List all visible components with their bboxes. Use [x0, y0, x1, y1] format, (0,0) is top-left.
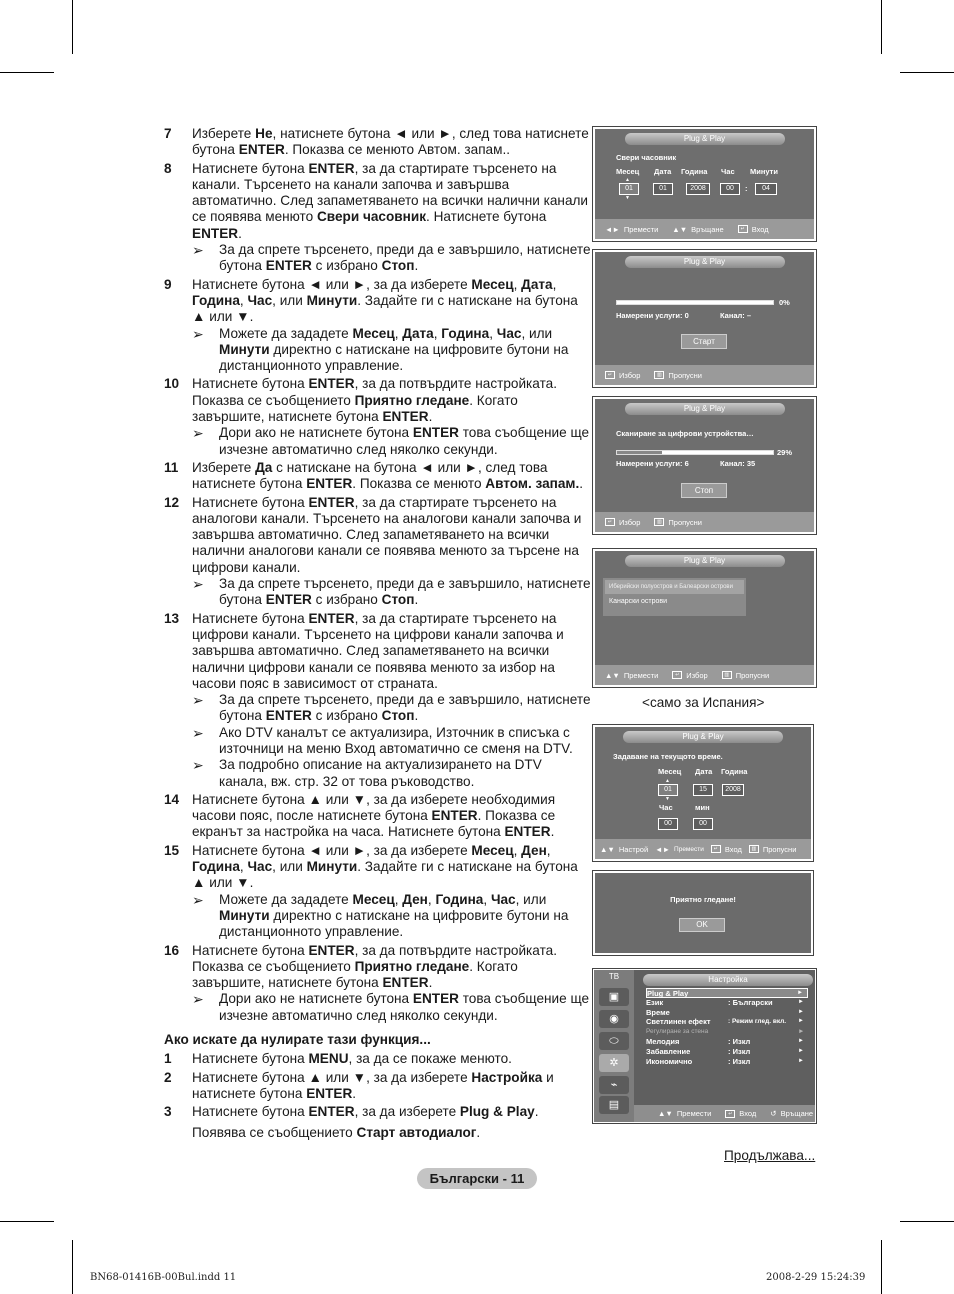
- menu-row-time[interactable]: Време ►: [646, 1008, 808, 1018]
- skip-icon: ▥: [654, 371, 664, 379]
- arrow-right-icon: ►: [798, 1047, 804, 1054]
- sound-icon[interactable]: ◉: [599, 1010, 629, 1028]
- channel-label: Канал: 35: [720, 459, 756, 468]
- application-icon[interactable]: ▤: [599, 1096, 629, 1114]
- menu-row-entertainment[interactable]: Забавление : Изкл ►: [646, 1047, 808, 1057]
- menu-row-energy-saving[interactable]: Икономично : Изкл ►: [646, 1057, 808, 1067]
- left-right-icon: ◄►: [655, 844, 671, 854]
- help-return: ▲▼ Връщане: [672, 224, 724, 234]
- osd-title: Plug & Play: [625, 256, 785, 268]
- crop-mark: [72, 1240, 73, 1294]
- instruction-list: [164, 126, 592, 1141]
- osd-title: Plug & Play: [625, 133, 785, 145]
- step-8-note: ➢ За да спрете търсенето, преди да е завършило, натиснете бутона ENTER с избрано Стоп.: [192, 242, 592, 275]
- setup-icon[interactable]: ✲: [599, 1054, 629, 1072]
- year-field[interactable]: 2008: [722, 784, 744, 796]
- reset-step-1: 1 Натиснете бутона MENU, за да се покаже менюто.: [164, 1051, 512, 1067]
- step-11: 11 Изберете Да с натискане на бутона ◄ или ►, след това натиснете бутона ENTER. Показва се менюто Автом. запам..: [164, 459, 584, 492]
- down-arrow-icon: ▼: [665, 796, 670, 802]
- osd-help-bar: ▲▼ Настрой ◄► Премести ↵ Вход ▥ Пропусни: [595, 839, 811, 859]
- skip-icon: ▥: [654, 518, 664, 526]
- time-zone-list: [603, 578, 746, 616]
- menu-row-melody[interactable]: Мелодия : Изкл ►: [646, 1037, 808, 1047]
- hour-field[interactable]: 00: [658, 818, 678, 830]
- spain-only-caption: <само за Испания>: [642, 695, 765, 710]
- label-date: Дата: [654, 167, 672, 176]
- ok-button[interactable]: OK: [679, 918, 725, 932]
- continue-text: Продължава...: [724, 1148, 816, 1163]
- enter-icon: ↵: [725, 1110, 735, 1118]
- menu-row-light-effect[interactable]: Светлинен ефект : Режим глед. вкл. ►: [646, 1017, 808, 1027]
- down-arrow-icon: ▼: [625, 195, 630, 201]
- channel-label: Канал: –: [720, 311, 752, 320]
- osd-title: Plug & Play: [625, 403, 785, 415]
- label-min: мин: [695, 803, 710, 812]
- osd-title: Plug & Play: [623, 731, 783, 743]
- osd-set-time: [592, 724, 814, 862]
- menu-sidebar: [594, 970, 634, 1122]
- up-down-icon: ▲▼: [658, 1109, 673, 1118]
- osd-help-bar: ↵ Избор ▥ Пропусни: [595, 512, 814, 532]
- reset-step-2: 2 Натиснете бутона ▲ или ▼, за да изберете Настройка и натиснете бутона ENTER.: [164, 1069, 554, 1101]
- up-down-icon: ▲▼: [600, 844, 615, 854]
- reset-step-3-message: Появява се съобщението Старт автодиалог.: [192, 1124, 481, 1140]
- step-16: 16 Натиснете бутона ENTER, за да потвърдите настройката. Показва се съобщението Приятно гледане. Когато завършите, натиснете бутона ENTER. ➢ Дори ако не натиснете бутона ENTER това съобщение ще изчезне автоматично след няколко секунди.: [164, 943, 592, 1024]
- reset-step-3: 3 Натиснете бутона ENTER, за да изберете Plug & Play.: [164, 1104, 539, 1120]
- up-arrow-icon: ▲: [665, 778, 670, 784]
- found-services: Намерени услуги: 0: [616, 311, 689, 320]
- osd-settings-menu: [592, 968, 817, 1124]
- progress-bar: [616, 300, 774, 305]
- step-10-note: ➢ Дори ако не натиснете бутона ENTER това съобщение ще изчезне автоматично след няколко секунди.: [192, 425, 592, 458]
- progress-fill: [617, 451, 662, 454]
- arrow-right-icon: ►: [798, 1018, 804, 1025]
- found-services: Намерени услуги: 6: [616, 459, 689, 468]
- enter-icon: ↵: [605, 371, 615, 379]
- arrow-right-icon: ►: [798, 998, 804, 1005]
- up-down-icon: ▲▼: [672, 224, 688, 234]
- osd-help-bar: ↵ Избор ▥ Пропусни: [595, 365, 814, 385]
- imprint-date: 2008-2-29 15:24:39: [766, 1272, 866, 1283]
- crop-mark: [881, 1240, 882, 1294]
- label-hour: Час: [721, 167, 735, 176]
- label-year: Година: [721, 767, 748, 776]
- crop-mark: [900, 1221, 954, 1222]
- minute-field[interactable]: 00: [693, 818, 713, 830]
- tv-label: ТВ: [608, 972, 620, 981]
- menu-row-language[interactable]: Език : Български ►: [646, 998, 808, 1008]
- menu-row-plug-play[interactable]: Plug & Play ►: [646, 988, 808, 998]
- enjoy-message: Приятно гледане!: [670, 895, 736, 904]
- help-enter: ↵ Вход: [738, 225, 769, 234]
- osd-title: Plug & Play: [625, 555, 785, 567]
- time-zone-option-1[interactable]: Иберийски полуостров и Балеарски острови: [605, 580, 744, 594]
- step-12: 12 Натиснете бутона ENTER, за да стартирате търсенето на аналогови канали. Търсенето на аналогови канали започва и завършва автоматично. След запаметяването на всички налични аналогови канали се появява менюто за търсене на цифрови канали. ➢ За да спрете търсенето, преди да е завършило, натиснете бутона ENTER с избрано Стоп.: [164, 495, 592, 609]
- crop-mark: [900, 72, 954, 73]
- step-10: 10 Натиснете бутона ENTER, за да потвърдите настройката. Показва се съобщението Приятно гледане. Когато завършите, натиснете бутона ENTER. ➢ Дори ако не натиснете бутона ENTER това съобщение ще изчезне автоматично след няколко секунди.: [164, 376, 592, 457]
- step-9-note: ➢ Можете да зададете Месец, Дата, Година, Час, или Минути директно с натискане на цифровите бутони на дистанционното управление.: [192, 326, 592, 375]
- settings-list: [646, 988, 808, 1066]
- enter-icon: ↵: [738, 225, 748, 233]
- label-minutes: Минути: [750, 167, 778, 176]
- page-number: Български - 11: [417, 1168, 537, 1189]
- input-icon[interactable]: ⌁: [599, 1076, 629, 1094]
- step-13-note-3: ➢ За подробно описание на актуализирането на DTV канала, вж. стр. 32 от това ръководство.: [192, 757, 592, 790]
- date-field[interactable]: 01: [653, 183, 673, 195]
- osd-heading: Свери часовник: [616, 153, 677, 162]
- label-month: Месец: [658, 767, 682, 776]
- enter-icon: ↵: [605, 518, 615, 526]
- step-12-note: ➢ За да спрете търсенето, преди да е завършило, натиснете бутона ENTER с избрано Стоп.: [192, 576, 592, 609]
- step-16-note: ➢ Дори ако не натиснете бутона ENTER това съобщение ще изчезне автоматично след няколко секунди.: [192, 991, 592, 1024]
- month-field[interactable]: 01: [658, 784, 678, 796]
- crop-mark: [72, 0, 73, 54]
- channel-icon[interactable]: ⬭: [599, 1032, 629, 1050]
- label-date: Дата: [695, 767, 713, 776]
- arrow-right-icon: ►: [797, 990, 804, 996]
- osd-help-bar: ▲▼ Премести ↵ Избор ▥ Пропусни: [595, 665, 814, 685]
- help-move: ◄► Премести: [605, 224, 659, 234]
- label-month: Месец: [616, 167, 640, 176]
- progress-percent: 29%: [777, 448, 793, 457]
- return-icon: ↺: [770, 1109, 777, 1118]
- stop-button[interactable]: Стоп: [681, 483, 727, 498]
- osd-title: Настройка: [643, 974, 813, 986]
- osd-help-bar: ▲▼ Премести ↵ Вход ↺ Връщане: [634, 1105, 815, 1122]
- month-field[interactable]: 01: [619, 183, 639, 195]
- time-zone-option-2[interactable]: Канарски острови: [609, 598, 668, 605]
- osd-time-zone: [592, 548, 817, 688]
- label-hour: Час: [659, 803, 673, 812]
- osd-enjoy-viewing: [592, 870, 814, 956]
- up-down-icon: ▲▼: [605, 670, 620, 680]
- osd-help-bar: [595, 219, 814, 239]
- osd-heading: Задаване на текущото време.: [613, 752, 723, 761]
- start-button[interactable]: Старт: [681, 334, 727, 349]
- step-15-note: ➢ Можете да зададете Месец, Ден, Година, Час, или Минути директно с натискане на цифровите бутони на дистанционното управление.: [192, 892, 592, 941]
- step-8: 8 Натиснете бутона ENTER, за да стартирате търсенето на канали. Търсенето на канали започва и завършва автоматично. След запаметяването на всички налични канали се появява менюто Свери часовник. Натиснете бутона ENTER. ➢ За да спрете търсенето, преди да е завършило, натиснете бутона ENTER с избрано Стоп.: [164, 161, 592, 275]
- arrow-right-icon: ►: [798, 1008, 804, 1015]
- skip-icon: ▥: [722, 671, 732, 679]
- time-colon: :: [745, 184, 748, 193]
- menu-row-wall-mount: Регулиране за стена ►: [646, 1027, 808, 1037]
- crop-mark: [0, 1221, 54, 1222]
- progress-percent: 0%: [779, 298, 790, 307]
- enter-icon: ↵: [672, 671, 682, 679]
- crop-mark: [0, 72, 54, 73]
- reset-heading: Ако искате да нулирате тази функция...: [164, 1032, 431, 1048]
- arrow-right-icon: ►: [798, 1037, 804, 1044]
- osd-clock-set: [592, 126, 817, 242]
- step-13-note-1: ➢ За да спрете търсенето, преди да е завършило, натиснете бутона ENTER с избрано Стоп.: [192, 692, 592, 725]
- year-field[interactable]: 2008: [686, 183, 710, 195]
- date-field[interactable]: 15: [693, 784, 713, 796]
- picture-icon[interactable]: ▣: [599, 988, 629, 1006]
- minute-field[interactable]: 04: [755, 183, 777, 195]
- crop-mark: [881, 0, 882, 54]
- osd-digital-search: [592, 396, 817, 535]
- arrow-right-icon: ►: [798, 1028, 805, 1036]
- progress-bar: [616, 450, 774, 455]
- arrow-right-icon: ►: [798, 1057, 804, 1064]
- step-15: 15 Натиснете бутона ◄ или ►, за да изберете Месец, Ден, Година, Час, или Минути. Задайте ги с натискане на бутона ▲ или ▼. ➢ Можете да зададете Месец, Ден, Година, Час, или Минути директно с натискане на цифровите бутони на дистанционното управление.: [164, 843, 592, 941]
- skip-icon: ▥: [749, 845, 759, 853]
- osd-analog-search: [592, 249, 817, 388]
- left-right-icon: ◄►: [605, 224, 620, 234]
- enter-icon: ↵: [711, 845, 721, 853]
- hour-field[interactable]: 00: [720, 183, 740, 195]
- scanning-text: Сканиране за цифрови устройства…: [616, 429, 754, 438]
- step-9: 9 Натиснете бутона ◄ или ►, за да изберете Месец, Дата, Година, Час, или Минути. Задайте ги с натискане на бутона ▲ или ▼. ➢ Можете да зададете Месец, Дата, Година, Час, или Минути директно с натискане на цифровите бутони на дистанционното управление.: [164, 277, 592, 375]
- step-7: 7 Изберете Не, натиснете бутона ◄ или ►, след това натиснете бутона ENTER. Показва се менюто Автом. запам..: [164, 126, 589, 158]
- imprint-file: BN68-01416B-00Bul.indd 11: [90, 1272, 237, 1283]
- step-14: 14 Натиснете бутона ▲ или ▼, за да изберете необходимия часови пояс, после натиснете бутона ENTER. Показва се екранът за настройка на часа. Натиснете бутона ENTER.: [164, 791, 556, 840]
- label-year: Година: [681, 167, 708, 176]
- step-13: 13 Натиснете бутона ENTER, за да стартирате търсенето на цифрови канали. Търсенето на цифрови канали започва и завършва автоматично. След запаметяването на всички налични цифрови канали се появява менюто за избор на часови пояс в зависимост от страната. ➢ За да спрете търсенето, преди да е завършило, натиснете бутона ENTER с избрано Стоп. ➢ Ако DTV каналът се актуализира, Източник в списъка с източници на меню Вход автоматично се сменя на DTV. ➢ За подробно описание на актуализирането на DTV канала, вж. стр. 32 от това ръководство.: [164, 611, 592, 790]
- up-arrow-icon: ▲: [625, 177, 630, 183]
- step-13-note-2: ➢ Ако DTV каналът се актуализира, Източник в списъка с източници на меню Вход автоматично се сменя на DTV.: [192, 725, 592, 758]
